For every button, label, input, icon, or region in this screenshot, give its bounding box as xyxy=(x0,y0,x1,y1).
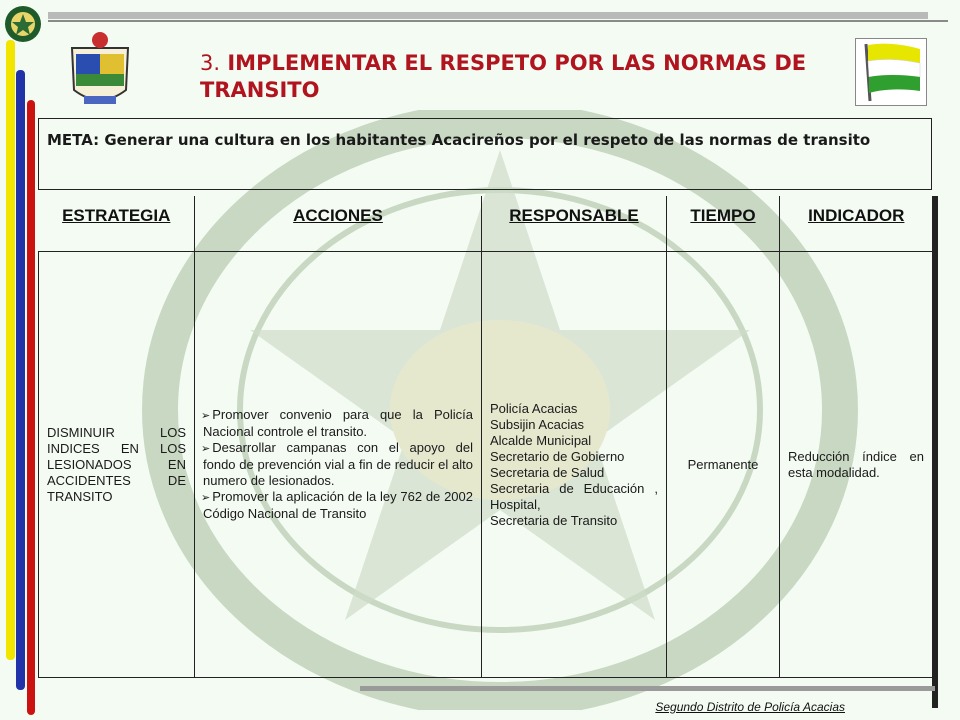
list-item: ➢ Promover convenio para que la Policía Nacional controle el transito. xyxy=(201,407,473,439)
cell-indicador: Reducción índice en esta modalidad. xyxy=(780,252,933,678)
municipal-shield-icon xyxy=(66,30,134,112)
yellow-stripe xyxy=(6,40,15,660)
meta-box: META: Generar una cultura en los habitantes Acacireños por el respeto de las normas de transito xyxy=(38,118,932,190)
strategy-table xyxy=(38,196,933,678)
red-stripe xyxy=(27,100,35,715)
header-tiempo: TIEMPO xyxy=(667,196,780,252)
arrow-bullet-icon: ➢ xyxy=(201,492,211,504)
cell-estrategia: DISMINUIR LOS INDICES EN LOS LESIONADOS EN ACCIDENTES DE TRANSITO xyxy=(39,252,195,678)
footer-text: Segundo Distrito de Policía Acacias xyxy=(655,700,845,714)
flag-icon xyxy=(855,38,927,106)
table-row xyxy=(39,252,933,678)
responsable-line: Secretario de Gobierno xyxy=(490,448,625,464)
police-seal-icon xyxy=(3,4,43,44)
list-item: ➢ Desarrollar campanas con el apoyo del fondo de prevención vial a fin de reducir el alto numero de lesionados. xyxy=(201,440,473,488)
top-divider-thin xyxy=(48,20,948,22)
header-indicador: INDICADOR xyxy=(808,206,905,225)
header-responsable: RESPONSABLE xyxy=(482,196,667,252)
title-text: IMPLEMENTAR EL RESPETO POR LAS NORMAS DE TRANSITO xyxy=(200,51,807,102)
cell-tiempo: Permanente xyxy=(667,252,780,678)
cell-acciones xyxy=(195,252,482,678)
bottom-divider xyxy=(360,686,935,691)
header-acciones: ACCIONES xyxy=(195,196,482,252)
responsable-line: Secretaria de Educación , Hospital, xyxy=(490,480,658,512)
table-header-row xyxy=(39,196,933,252)
cell-responsable xyxy=(482,252,667,678)
title-number: 3. xyxy=(200,51,221,75)
arrow-bullet-icon: ➢ xyxy=(201,410,211,422)
responsable-line: Secretaria de Salud xyxy=(490,464,605,480)
responsable-line: Subsijin Acacias xyxy=(490,416,584,432)
list-item: ➢ Promover la aplicación de la ley 762 de 2002 Código Nacional de Transito xyxy=(201,489,473,521)
top-divider xyxy=(48,12,928,19)
table-shadow xyxy=(932,196,938,708)
page-title xyxy=(200,50,840,104)
responsable-line: Policía Acacias xyxy=(490,400,578,416)
blue-stripe xyxy=(16,70,25,690)
responsable-line: Secretaria de Transito xyxy=(490,512,618,528)
responsable-line: Alcalde Municipal xyxy=(490,432,592,448)
header-estrategia: ESTRATEGIA xyxy=(39,196,195,252)
arrow-bullet-icon: ➢ xyxy=(201,443,211,455)
